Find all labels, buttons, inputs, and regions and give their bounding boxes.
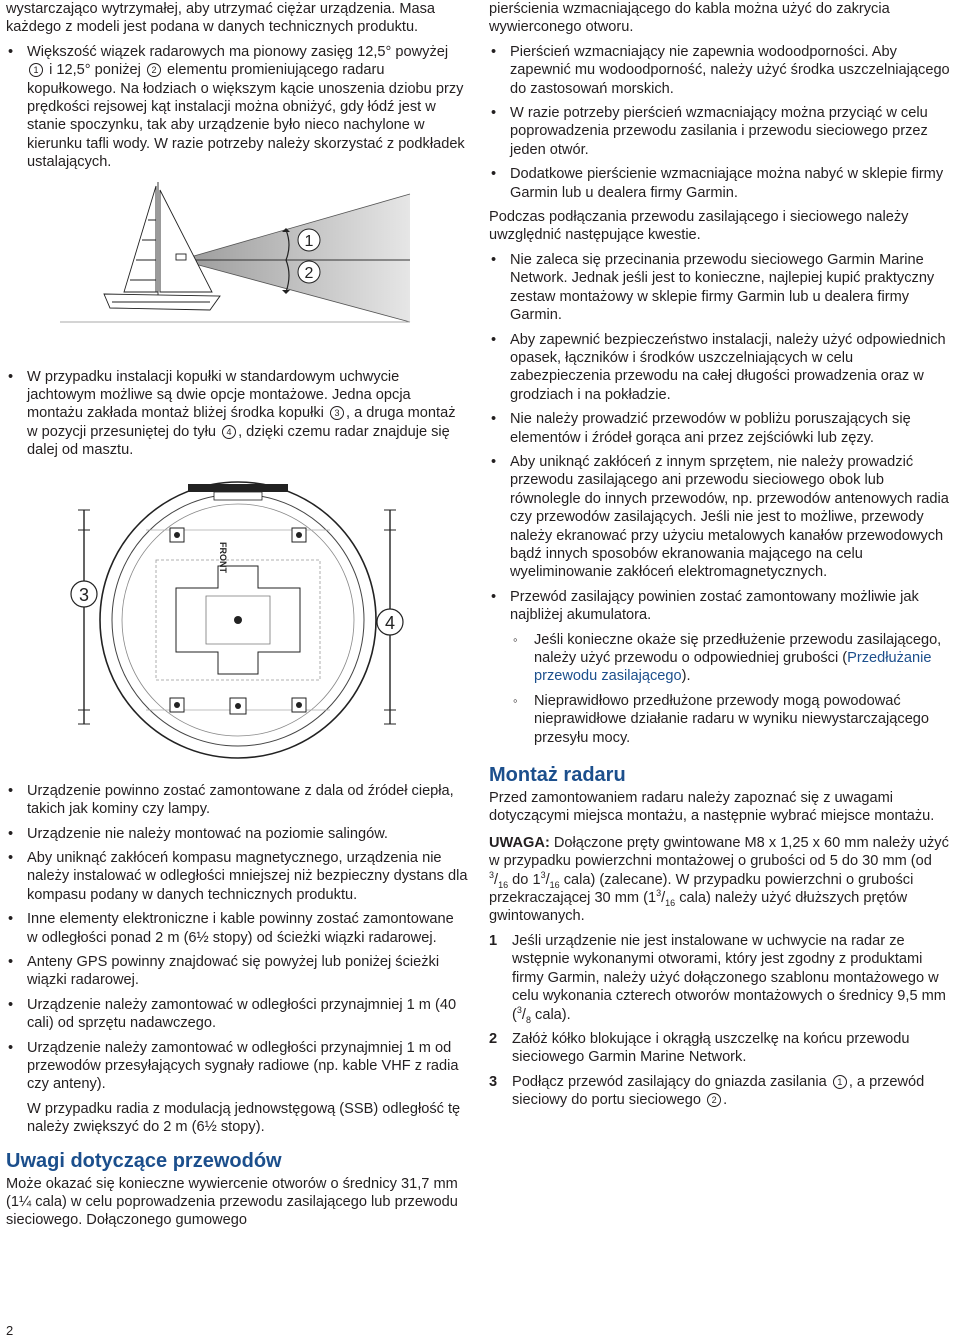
mount-heading: Montaż radaru bbox=[489, 764, 626, 787]
list-item: • Większość wiązek radarowych ma pionowy zasięg 12,5° powyżej 1 i 12,5° poniżej 2 elementu promieniującego radaru kopułkowego. Na łodziach o większym kącie unoszenia dziobu przy prędkości rejsowej kąt instalacji można obniżyć, gdy łódź jest w stanie spoczynku, tak aby urządzenie było nieco nachylone w kierunku tafli wody. W razie potrzeby należy skorzystać z podkładek ustalających. bbox=[6, 43, 468, 172]
right-column bbox=[489, 0, 955, 1116]
cable-text: Może okazać się konieczne wywiercenie otworów o średnicy 31,7 mm (1¼ cala) w celu poprowadzenia przewodu zasilającego lub przewodu sieciowego. Dołączonego gumowego bbox=[6, 1175, 458, 1229]
sailboat-icon bbox=[104, 182, 220, 310]
left-column bbox=[6, 0, 468, 1234]
extension-link[interactable]: Przedłużanie przewodu zasilającego bbox=[534, 650, 932, 685]
list-item: • Nie zaleca się przecinania przewodu sieciowego Garmin Marine Network. Jednak jeśli jest to konieczne, najlepiej kupić praktyczny zestaw montażowy w sklepie firmy Garmin lub u dealera firmy Garmin. bbox=[489, 251, 955, 325]
list-item: • Aby uniknąć zakłóceń z innym sprzętem, nie należy prowadzić przewodu zasilającego ani przewodu sieciowego obok lub równolegle do innych przewodów, np. przewodów antenowych radia czy przewodów zasilających. Jeśli nie jest to możliwe, przewody należy ekranować przy użyciu metalowych kanałów przewodowych bądź innych sposobów ekranowania mającego na celu wyeliminowanie zakłóceń elektromagnetycznych. bbox=[489, 453, 955, 582]
callout-1: 1 bbox=[29, 63, 43, 77]
list-item: • Aby zapewnić bezpieczeństwo instalacji, należy użyć odpowiednich opasek, łączników i środków uszczelniających w celu zabezpieczenia przewodu na całej długości prowadzenia oraz w grodziach i na pokładzie. bbox=[489, 331, 955, 405]
list-item: • Urządzenie powinno zostać zamontowane z dala od źródeł ciepła, takich jak kominy czy lampy. bbox=[6, 782, 468, 819]
list-item: • W przypadku instalacji kopułki w standardowym uchwycie jachtowym możliwe są dwie opcje montażowe. Jedna opcja montażu zakłada montaż bliżej środka kopułki 3 , a druga montaż w pozycji przesuniętej do tyłu 4 , dzięki czemu radar znajduje się dalej od masztu. bbox=[6, 368, 468, 460]
list-item: • Urządzenie należy zamontować w odległości przynajmniej 1 m od przewodów przesyłających sygnały radiowe (np. kable VHF z radia czy anteny). bbox=[6, 1039, 468, 1094]
list-item: • Przewód zasilający powinien zostać zamontowany możliwie jak najbliżej akumulatora. bbox=[489, 588, 955, 625]
ssb-note: W przypadku radia z modulacją jednowstęgową (SSB) odległość tę należy zwiększyć do 2 m (6½ stopy). bbox=[27, 1100, 461, 1136]
bullet-list-placement bbox=[6, 782, 468, 1094]
cont-text: pierścienia wzmacniającego do kabla można użyć do zakrycia wywierconego otworu. bbox=[489, 1, 890, 36]
connect-text: Podczas podłączania przewodu zasilającego i sieciowego należy uwzględnić następujące kwestie. bbox=[489, 209, 909, 244]
callout-2: 2 bbox=[147, 63, 161, 77]
list-item: • W razie potrzeby pierścień wzmacniający można przyciąć w celu poprowadzenia przewodu zasilania i przewodu sieciowego przez jeden otwór. bbox=[489, 104, 955, 159]
callout-1: 1 bbox=[833, 1075, 847, 1089]
radome-bottom-figure bbox=[6, 470, 468, 766]
page-number: 2 bbox=[6, 1323, 14, 1338]
list-item: • Pierścień wzmacniający nie zapewnia wodoodporności. Aby zapewnić mu wodoodporność, należy użyć środka uszczelniającego do zastosowań morskich. bbox=[489, 43, 955, 98]
list-item: • Inne elementy elektroniczne i kable powinny zostać zamontowane w odległości ponad 2 m (6½ stopy) od ścieżki wiązki radarowej. bbox=[6, 910, 468, 947]
svg-text:2: 2 bbox=[304, 264, 314, 282]
connect-bullet-list bbox=[489, 251, 955, 747]
cable-heading: Uwagi dotyczące przewodów bbox=[6, 1149, 282, 1172]
bullet-list-mid bbox=[6, 368, 468, 460]
list-item: • Nie należy prowadzić przewodów w pobliżu poruszających się elementów i źródeł gorąca ani przez zejściówki lub zęzy. bbox=[489, 410, 955, 447]
list-item: ◦ Jeśli konieczne okaże się przedłużenie przewodu zasilającego, należy użyć przewodu o odpowiedniej grubości (Przedłużanie przewodu zasilającego). bbox=[489, 631, 955, 686]
list-item: • Anteny GPS powinny znajdować się powyżej lub poniżej ścieżki wiązki radarowej. bbox=[6, 953, 468, 990]
front-marker: FRONT bbox=[218, 541, 228, 573]
list-item: • Urządzenie należy zamontować w odległości przynajmniej 1 m (40 cali) od sprzętu nadawczego. bbox=[6, 996, 468, 1033]
sailboat-beam-figure bbox=[20, 180, 480, 340]
callout-2: 2 bbox=[707, 1093, 721, 1107]
ring-bullet-list bbox=[489, 43, 955, 202]
steps-list bbox=[489, 932, 955, 1110]
callout-4: 4 bbox=[222, 425, 236, 439]
step-item: 1 Jeśli urządzenie nie jest instalowane w uchwycie na radar ze wstępnie wykonanymi otworami, który jest zgodny z produktami firmy Garmin, należy użyć dołączonego szablonu montażowego w celu wykonania czterech otworów montażowych o średnicy 9,5 mm ($^3/_8$ cala). bbox=[489, 932, 946, 1025]
list-item: • Dodatkowe pierścienie wzmacniające można nabyć w sklepie firmy Garmin lub u dealera firmy Garmin. bbox=[489, 165, 955, 202]
svg-text:4: 4 bbox=[384, 612, 396, 633]
step-item: 2 Załóż kółko blokujące i okrągłą uszczelkę na końcu przewodu sieciowego Garmin Marine Network. bbox=[489, 1030, 910, 1066]
callout-3: 3 bbox=[330, 406, 344, 420]
mount-text: Przed zamontowaniem radaru należy zapoznać się z uwagami dotyczącymi miejsca montażu, a następnie wybrać miejsce montażu. bbox=[489, 790, 935, 825]
intro-text: wystarczająco wytrzymałej, aby utrzymać ciężar urządzenia. Masa każdego z modeli jest podana w danych technicznych produktu. bbox=[6, 1, 436, 36]
svg-text:3: 3 bbox=[78, 584, 90, 605]
bullet-list-top bbox=[6, 43, 468, 172]
list-item: • Urządzenie nie należy montować na poziomie salingów. bbox=[6, 825, 468, 843]
svg-text:1: 1 bbox=[304, 232, 314, 250]
list-item: • Aby uniknąć zakłóceń kompasu magnetycznego, urządzenia nie należy instalować w odległości mniejszej niż bezpieczny dystans dla kompasu podany w danych technicznych produktu. bbox=[6, 849, 468, 904]
step-item: 3 Podłącz przewód zasilający do gniazda zasilania 1 , a przewód sieciowy do portu sieciowego 2 . bbox=[489, 1073, 925, 1109]
note-text: UWAGA: Dołączone pręty gwintowane M8 x 1,25 x 60 mm należy użyć w przypadku powierzchni montażowej o grubości od 5 do 30 mm (od $^3/_{16}$ do $1^3/_{16}$ cala) (zalecane). W przypadku powierzchni o grubości przekraczającej 30 mm ($1^3/_{16}$ cala) należy użyć dłuższych prętów gwintowanych. bbox=[489, 834, 949, 925]
list-item: ◦ Nieprawidłowo przedłużone przewody mogą powodować nieprawidłowe działanie radaru w wyniku niewystarczającego przesyłu mocy. bbox=[489, 692, 955, 747]
